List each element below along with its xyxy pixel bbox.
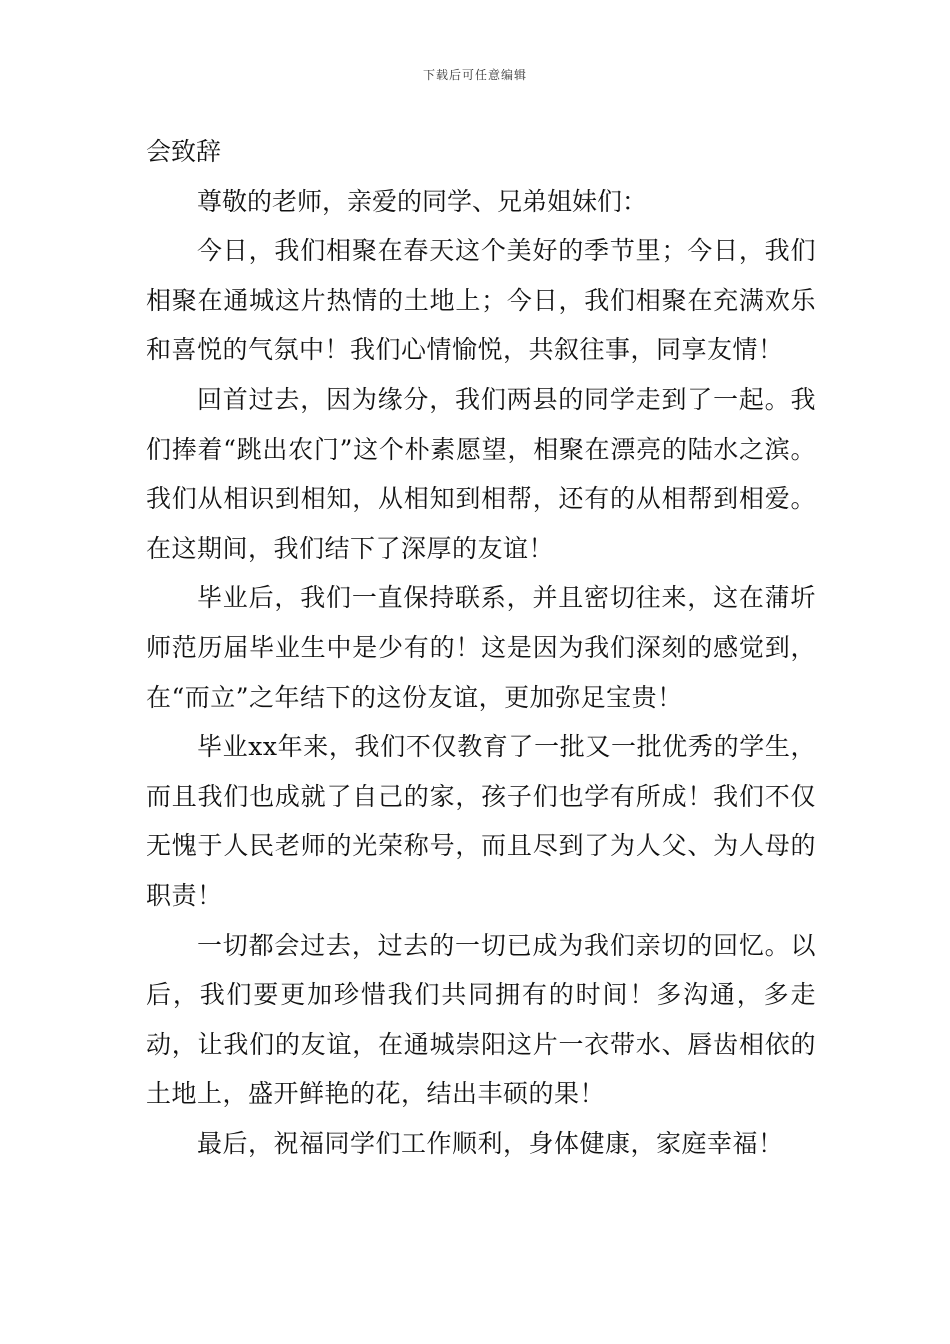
paragraph-5: 一切都会过去，过去的一切已成为我们亲切的回忆。以后，我们要更加珍惜我们共同拥有的时间！多沟通，多走动，让我们的友谊，在通城崇阳这片一衣带水、唇齿相依的土地上，盛开鲜艳的花，结出丰硕的果！ [146,930,816,1109]
paragraph-1: 今日，我们相聚在春天这个美好的季节里；今日，我们相聚在通城这片热情的土地上；今日，我们相聚在充满欢乐和喜悦的气氛中！我们心情愉悦，共叙往事，同享友情！ [146,236,816,365]
paragraph-4: 毕业xx年来，我们不仅教育了一批又一批优秀的学生，而且我们也成就了自己的家，孩子们也学有所成！我们不仅无愧于人民老师的光荣称号，而且尽到了为人父、为人母的职责！ [146,732,816,910]
header-note: 下载后可任意编辑 [422,68,527,82]
document-title: 会致辞 [146,137,222,166]
paragraph-2: 回首过去，因为缘分，我们两县的同学走到了一起。我们捧着“跳出农门”这个朴素愿望，相聚在漂亮的陆水之滨。我们从相识到相知，从相知到相帮，还有的从相帮到相爱。在这期间，我们结下了深厚的友谊！ [146,384,816,563]
document-body [146,127,816,1168]
salutation: 尊敬的老师，亲爱的同学、兄弟姐妹们： [197,186,648,216]
paragraph-3: 毕业后，我们一直保持联系，并且密切往来，这在蒲圻师范历届毕业生中是少有的！这是因为我们深刻的感觉到，在“而立”之年结下的这份友谊，更加弥足宝贵！ [146,583,816,712]
paragraph-6: 最后，祝福同学们工作顺利，身体健康，家庭幸福！ [197,1128,784,1158]
